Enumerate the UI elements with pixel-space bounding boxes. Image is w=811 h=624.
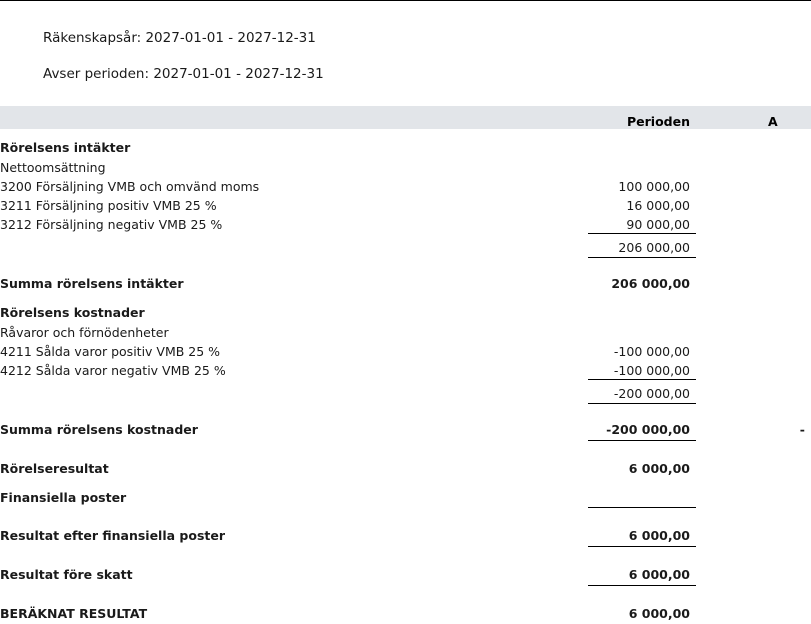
table-row <box>0 129 811 157</box>
row-amount-accumulated <box>750 233 811 257</box>
row-amount-period <box>574 507 750 546</box>
row-amount-accumulated <box>750 507 811 546</box>
row-label: Rörelsens intäkter <box>0 140 131 156</box>
row-amount-period: -100 000,00 <box>613 344 690 360</box>
row-amount-accumulated <box>750 341 811 360</box>
row-amount-accumulated <box>750 322 811 341</box>
row-amount-period <box>574 379 750 403</box>
table-row <box>0 479 811 507</box>
row-amount-accumulated <box>750 214 811 233</box>
table-row <box>0 294 811 322</box>
amount-rule <box>588 403 696 404</box>
row-label <box>0 379 574 403</box>
table-row <box>0 360 811 379</box>
amount-text: 6 000,00 <box>628 567 690 583</box>
row-amount-period <box>574 257 750 294</box>
row-amount-accumulated <box>750 440 811 479</box>
period-line: Avser perioden: 2027-01-01 - 2027-12-31 <box>43 66 324 83</box>
row-label: Nettoomsättning <box>0 160 106 176</box>
column-header-accumulated: A <box>750 106 811 129</box>
table-row <box>0 157 811 176</box>
row-label: Summa rörelsens kostnader <box>0 422 198 438</box>
amount-text-accumulated: - <box>799 422 805 438</box>
row-amount-accumulated <box>750 379 811 403</box>
table-row <box>0 341 811 360</box>
amount-rule <box>588 440 696 441</box>
row-amount-accumulated <box>750 585 811 624</box>
row-amount-period <box>574 546 750 585</box>
row-label: 3211 Försäljning positiv VMB 25 % <box>0 198 217 214</box>
row-amount-accumulated <box>750 360 811 379</box>
row-amount-period <box>574 322 750 341</box>
column-header-label <box>0 106 574 129</box>
row-amount-period <box>574 157 750 176</box>
amount-rule <box>588 233 696 234</box>
row-label: Summa rörelsens intäkter <box>0 276 184 292</box>
amount-rule <box>588 257 696 258</box>
column-header-period: Perioden <box>574 106 750 129</box>
table-row <box>0 507 811 546</box>
row-label: Resultat efter finansiella poster <box>0 528 225 544</box>
income-statement-table <box>0 106 811 624</box>
amount-rule <box>588 507 696 508</box>
table-row <box>0 546 811 585</box>
table-row <box>0 176 811 195</box>
row-amount-period <box>574 440 750 479</box>
amount-text: -200 000,00 <box>606 422 690 438</box>
amount-rule <box>588 379 696 380</box>
row-amount-period <box>574 403 750 440</box>
row-label: 4212 Sålda varor negativ VMB 25 % <box>0 363 226 379</box>
row-label: 3200 Försäljning VMB och omvänd moms <box>0 179 260 195</box>
row-amount-accumulated <box>750 176 811 195</box>
amount-text: 206 000,00 <box>611 276 690 292</box>
row-amount-period: 16 000,00 <box>626 198 690 214</box>
row-label: Rörelseresultat <box>0 461 109 477</box>
row-amount-period <box>574 129 750 157</box>
table-body <box>0 129 811 624</box>
row-amount-accumulated <box>750 195 811 214</box>
table-row <box>0 379 811 403</box>
report-meta <box>0 0 811 82</box>
table-header-row <box>0 106 811 129</box>
fiscal-year-line: Räkenskapsår: 2027-01-01 - 2027-12-31 <box>43 30 316 46</box>
row-amount-accumulated <box>750 294 811 322</box>
row-amount-accumulated <box>750 479 811 507</box>
row-label: Rörelsens kostnader <box>0 305 145 321</box>
row-amount-period: -100 000,00 <box>613 363 690 379</box>
row-amount-accumulated <box>750 403 811 440</box>
amount-text: 6 000,00 <box>628 528 690 544</box>
amount-rule <box>588 585 696 586</box>
row-amount-accumulated <box>750 546 811 585</box>
row-amount-accumulated <box>750 157 811 176</box>
row-amount-period: 100 000,00 <box>618 179 690 195</box>
row-amount-period <box>574 294 750 322</box>
row-label: 3212 Försäljning negativ VMB 25 % <box>0 217 223 233</box>
row-amount-period <box>574 233 750 257</box>
row-label: BERÄKNAT RESULTAT <box>0 606 148 622</box>
table-row <box>0 403 811 440</box>
row-amount-period <box>574 479 750 507</box>
table-row <box>0 257 811 294</box>
table-row <box>0 585 811 624</box>
amount-rule <box>588 546 696 547</box>
table-row <box>0 322 811 341</box>
table-row <box>0 214 811 233</box>
amount-text: -200 000,00 <box>613 386 690 402</box>
table-row <box>0 233 811 257</box>
row-amount-accumulated <box>750 129 811 157</box>
row-label: Råvaror och förnödenheter <box>0 325 169 341</box>
row-label <box>0 233 574 257</box>
row-label: Finansiella poster <box>0 490 127 506</box>
row-amount-accumulated <box>750 257 811 294</box>
row-label: 4211 Sålda varor positiv VMB 25 % <box>0 344 221 360</box>
row-label: Resultat före skatt <box>0 567 133 583</box>
table-row <box>0 195 811 214</box>
amount-text: 206 000,00 <box>618 240 690 256</box>
amount-text: 6 000,00 <box>628 606 690 622</box>
table-row <box>0 440 811 479</box>
row-amount-period: 90 000,00 <box>626 217 690 233</box>
amount-text: 6 000,00 <box>628 461 690 477</box>
row-amount-period <box>574 585 750 624</box>
